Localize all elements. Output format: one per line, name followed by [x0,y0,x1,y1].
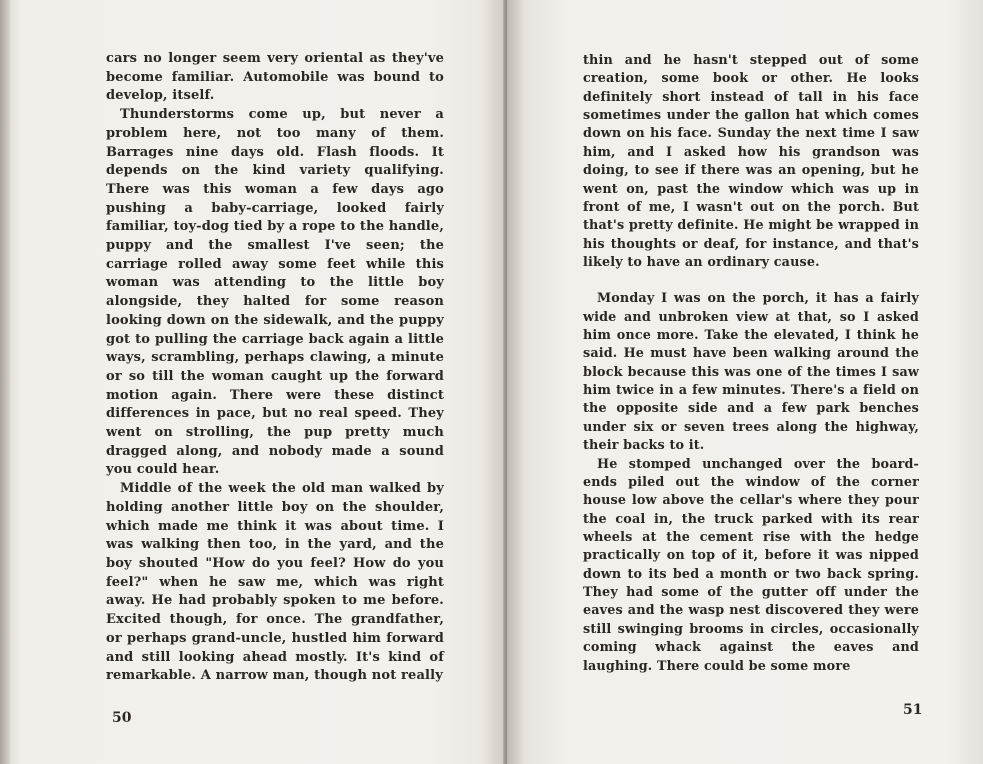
paragraph: Thunderstorms come up, but never a problem here, not too many of them. Barrages nine days old. Flash floods. It depends on the kind variety qualifying. There was this woman a few days ago pushing a baby-carriage, looked fairly familiar, toy-dog tied by a rope to the handle, puppy and the smallest I've seen; the carriage rolled away some feet while this woman was attending to the little boy alongside, they halted for some reason looking down on the sidewalk, and the puppy got to pulling the carriage back again a little ways, scrambling, perhaps clawing, a minute or so till the woman caught up the forward motion again. There were these distinct differences in pace, but no real speed. They went on strolling, the pup pretty much dragged along, and nobody made a sound you could hear. [106,107,444,478]
page-edge [0,0,10,764]
page-number: 50 [112,710,132,726]
right-page-text [583,52,919,676]
right-page [507,0,983,764]
paragraph: Monday I was on the porch, it has a fairly wide and unbroken view at that, so I asked him once more. Take the elevated, I think he said. He must have been walking around the block because this was one of the times I saw him twice in a few minutes. There's a field on the opposite side and a few park benches under six or seven trees along the highway, their backs to it. [583,291,919,454]
left-page-text [106,50,444,686]
paragraph: cars no longer seem very oriental as they've become familiar. Automobile was bound to develop, itself. [106,51,444,104]
paragraph: Middle of the week the old man walked by holding another little boy on the shoulder, which made me think it was about time. I was walking then too, in the yard, and the boy shouted "How do you feel? How do you feel?" when he saw me, which was right away. He had probably spoken to me before. Excited though, for once. The grandfather, or perhaps grand-uncle, hustled him forward and still looking ahead mostly. It's kind of remarkable. A narrow man, though not really [106,481,444,684]
paragraph: thin and he hasn't stepped out of some creation, some book or other. He looks definitely short instead of tall in his face sometimes under the gallon hat which comes down on his face. Sunday the next time I saw him, and I asked how his grandson was doing, to see if there was an opening, but he went on, past the window which was up in front of me, I wasn't out on the porch. But that's pretty definite. He might be wrapped in his thoughts or deaf, for instance, and that's likely to have an ordinary cause. [583,53,919,270]
page-number: 51 [903,702,923,718]
paragraph: He stomped unchanged over the board-ends piled out the window of the corner house low above the cellar's where they pour the coal in, the truck parked with its rear wheels at the cement rise with the hedge practically on top of it, before it was nipped down to its bed a month or two back spring. They had some of the gutter off under the eaves and the wasp nest discovered they were still swinging brooms in circles, occasionally coming whack against the eaves and laughing. There could be some more [583,456,919,674]
